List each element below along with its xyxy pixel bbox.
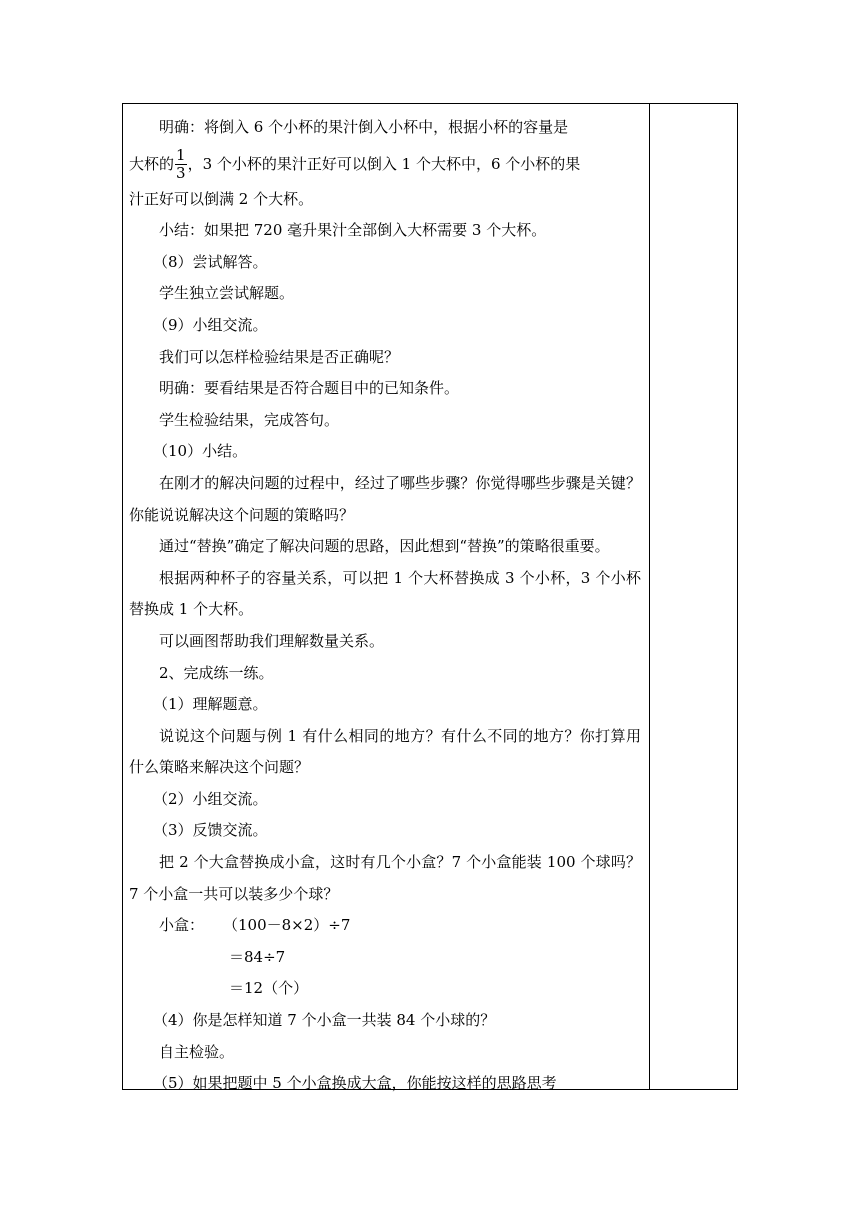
- column-divider: [649, 104, 650, 1089]
- paragraph: 我们可以怎样检验结果是否正确呢？: [159, 347, 400, 366]
- calculation-line-2: ＝84÷7: [229, 947, 286, 966]
- heading-practice: 2、完成练一练。: [159, 663, 274, 682]
- calculation-line-3: ＝12（个）: [229, 979, 309, 998]
- paragraph-summary: 小结：如果把 720 毫升果汁全部倒入大杯需要 3 个大杯。: [159, 221, 547, 240]
- lesson-table: [122, 103, 738, 1093]
- paragraph: 学生检验结果，完成答句。: [159, 410, 340, 429]
- fraction-denominator: 3: [176, 164, 186, 183]
- paragraph: 在刚才的解决问题的过程中，经过了哪些步骤？你觉得哪些步骤是关键？你能说说解决这个问题的策略吗？: [129, 473, 641, 524]
- lesson-content: [129, 112, 641, 1100]
- calculation-line-1: [129, 910, 641, 942]
- paragraph-clarify-line1: 明确：将倒入 6 个小杯的果汁倒入小杯中，根据小杯的容量是: [159, 118, 569, 136]
- heading-sub-2: （2）小组交流。: [153, 789, 268, 808]
- heading-step-8: （8）尝试解答。: [153, 252, 268, 271]
- paragraph-clarify-line2: [129, 144, 641, 184]
- calc-label: 小盒：: [159, 916, 205, 935]
- calc-expression: （100－8×2）÷7: [223, 916, 351, 935]
- paragraph: 明确：要看结果是否符合题目中的已知条件。: [159, 379, 460, 398]
- paragraph: 自主检验。: [159, 1042, 235, 1061]
- heading-sub-3: （3）反馈交流。: [153, 821, 268, 840]
- paragraph: 说说这个问题与例 1 有什么相同的地方？有什么不同的地方？你打算用什么策略来解决这个问题？: [129, 726, 641, 777]
- text-segment: 大杯的: [129, 154, 175, 173]
- paragraph: 可以画图帮助我们理解数量关系。: [159, 631, 385, 650]
- heading-sub-5: （5）如果把题中 5 个小盒换成大盒，你能按这样的思路思考: [153, 1074, 557, 1093]
- paragraph: 根据两种杯子的容量关系，可以把 1 个大杯替换成 3 个小杯，3 个小杯替换成 1 个大杯。: [129, 568, 641, 619]
- heading-sub-1: （1）理解题意。: [153, 695, 268, 714]
- paragraph-clarify-line3: 汁正好可以倒满 2 个大杯。: [129, 189, 314, 208]
- heading-step-10: （10）小结。: [153, 442, 248, 461]
- paragraph: 通过“替换”确定了解决问题的思路，因此想到“替换”的策略很重要。: [159, 537, 610, 556]
- fraction-numerator: 1: [176, 146, 186, 165]
- text-segment: ，3 个小杯的果汁正好可以倒入 1 个大杯中，6 个小杯的果: [187, 154, 581, 173]
- heading-step-9: （9）小组交流。: [153, 315, 268, 334]
- fraction-one-third: [175, 147, 187, 182]
- paragraph: 学生独立尝试解题。: [159, 284, 295, 303]
- heading-sub-4: （4）你是怎样知道 7 个小盒一共装 84 个小球的？: [153, 1011, 496, 1030]
- paragraph: 把 2 个大盒替换成小盒，这时有几个小盒？7 个小盒能装 100 个球吗？7 个小盒一共可以装多少个球？: [129, 853, 641, 903]
